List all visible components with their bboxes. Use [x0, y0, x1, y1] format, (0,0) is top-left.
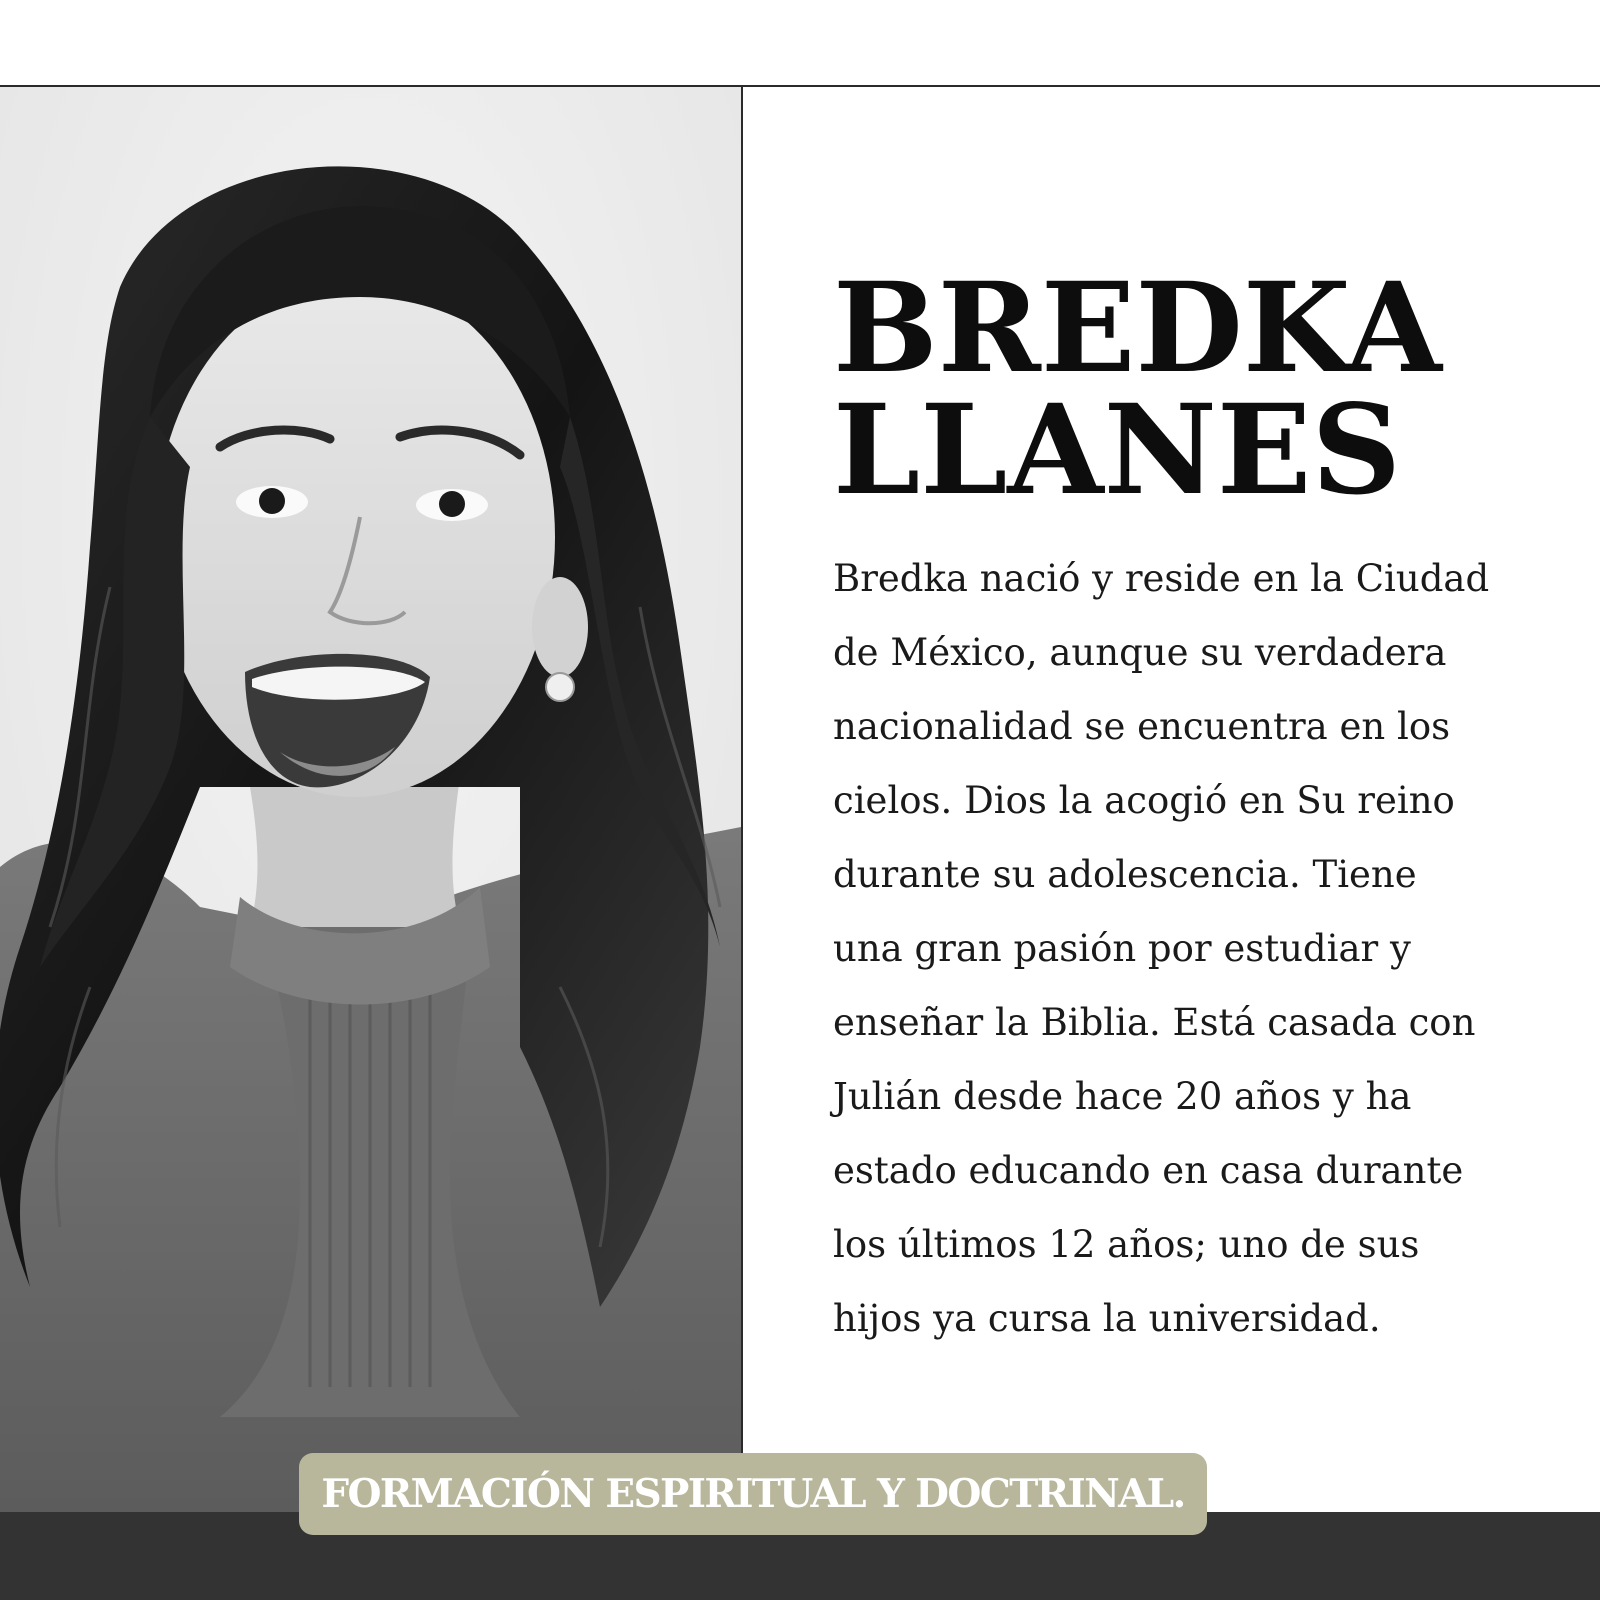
bio-line: enseñar la Biblia. Está casada con: [833, 1001, 1476, 1044]
bio-line: nacionalidad se encuentra en los: [833, 705, 1451, 748]
category-badge: [299, 1453, 1207, 1535]
bio-line: estado educando en casa durante: [833, 1149, 1464, 1192]
bio-line: de México, aunque su verdadera: [833, 631, 1447, 674]
bio-line: cielos. Dios la acogió en Su reino: [833, 779, 1455, 822]
bio-line: una gran pasión por estudiar y: [833, 927, 1411, 970]
name-line-1: BREDKA: [833, 256, 1442, 401]
bio-line: los últimos 12 años; uno de sus: [833, 1223, 1420, 1266]
portrait-photo: [0, 87, 741, 1512]
profile-bio: [833, 542, 1513, 1356]
profile-name: [833, 256, 1553, 523]
bio-line: durante su adolescencia. Tiene: [833, 853, 1417, 896]
vertical-divider: [741, 87, 743, 1512]
name-line-2: LLANES: [833, 378, 1401, 523]
bio-line: Bredka nació y reside en la Ciudad: [833, 557, 1490, 600]
category-badge-label: FORMACIÓN ESPIRITUAL Y DOCTRINAL.: [321, 1471, 1185, 1517]
bio-line: hijos ya cursa la universidad.: [833, 1297, 1381, 1340]
bio-line: Julián desde hace 20 años y ha: [833, 1075, 1412, 1118]
portrait-illustration: [0, 87, 741, 1512]
